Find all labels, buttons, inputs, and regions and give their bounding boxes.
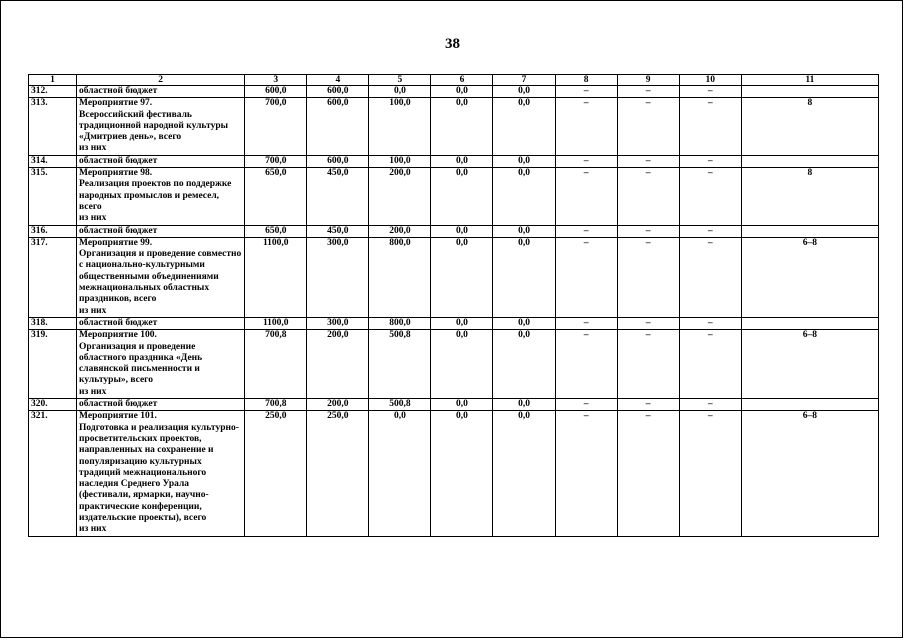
target-ref: 8 xyxy=(741,168,878,225)
value-col-10: – xyxy=(679,225,741,237)
row-number: 312. xyxy=(29,86,77,98)
value-col-4: 450,0 xyxy=(307,168,369,225)
value-col-5: 100,0 xyxy=(369,98,431,155)
value-col-8: – xyxy=(555,399,617,411)
column-header: 8 xyxy=(555,75,617,86)
column-header: 7 xyxy=(493,75,555,86)
value-col-5: 200,0 xyxy=(369,225,431,237)
value-col-7: 0,0 xyxy=(493,225,555,237)
target-ref: 6–8 xyxy=(741,330,878,399)
value-col-5: 100,0 xyxy=(369,155,431,167)
table-row xyxy=(29,98,879,155)
value-col-5: 500,8 xyxy=(369,330,431,399)
value-col-6: 0,0 xyxy=(431,411,493,536)
value-col-7: 0,0 xyxy=(493,317,555,329)
target-ref xyxy=(741,317,878,329)
column-header: 11 xyxy=(741,75,878,86)
table-row xyxy=(29,317,879,329)
column-header: 6 xyxy=(431,75,493,86)
value-col-7: 0,0 xyxy=(493,98,555,155)
value-col-4: 300,0 xyxy=(307,237,369,317)
item-name: Мероприятие 100. Организация и проведение областного праздника «День славянской письменности и культуры», всего из них xyxy=(77,330,245,399)
value-col-6: 0,0 xyxy=(431,86,493,98)
value-col-3: 600,0 xyxy=(245,86,307,98)
value-col-10: – xyxy=(679,317,741,329)
row-number: 316. xyxy=(29,225,77,237)
table-row xyxy=(29,86,879,98)
value-col-10: – xyxy=(679,330,741,399)
value-col-4: 200,0 xyxy=(307,330,369,399)
value-col-3: 250,0 xyxy=(245,411,307,536)
target-ref xyxy=(741,155,878,167)
value-col-9: – xyxy=(617,330,679,399)
row-number: 317. xyxy=(29,237,77,317)
column-header: 5 xyxy=(369,75,431,86)
column-header: 9 xyxy=(617,75,679,86)
value-col-10: – xyxy=(679,86,741,98)
row-number: 321. xyxy=(29,411,77,536)
value-col-4: 250,0 xyxy=(307,411,369,536)
value-col-8: – xyxy=(555,317,617,329)
value-col-4: 450,0 xyxy=(307,225,369,237)
value-col-4: 200,0 xyxy=(307,399,369,411)
target-ref: 6–8 xyxy=(741,237,878,317)
item-name: Мероприятие 97. Всероссийский фестиваль традиционной народной культуры «Дмитриев день», всего из них xyxy=(77,98,245,155)
value-col-5: 800,0 xyxy=(369,237,431,317)
value-col-5: 0,0 xyxy=(369,86,431,98)
column-header: 4 xyxy=(307,75,369,86)
item-name: областной бюджет xyxy=(77,225,245,237)
value-col-6: 0,0 xyxy=(431,225,493,237)
page-number: 38 xyxy=(445,36,460,52)
value-col-7: 0,0 xyxy=(493,411,555,536)
item-name: областной бюджет xyxy=(77,317,245,329)
value-col-7: 0,0 xyxy=(493,330,555,399)
table-row xyxy=(29,330,879,399)
value-col-6: 0,0 xyxy=(431,237,493,317)
column-header: 1 xyxy=(29,75,77,86)
value-col-6: 0,0 xyxy=(431,155,493,167)
value-col-7: 0,0 xyxy=(493,168,555,225)
target-ref xyxy=(741,86,878,98)
row-number: 319. xyxy=(29,330,77,399)
value-col-4: 300,0 xyxy=(307,317,369,329)
row-number: 314. xyxy=(29,155,77,167)
item-name: областной бюджет xyxy=(77,155,245,167)
header-row xyxy=(29,75,879,86)
value-col-4: 600,0 xyxy=(307,98,369,155)
target-ref: 6–8 xyxy=(741,411,878,536)
value-col-9: – xyxy=(617,411,679,536)
value-col-4: 600,0 xyxy=(307,86,369,98)
value-col-8: – xyxy=(555,86,617,98)
value-col-8: – xyxy=(555,155,617,167)
value-col-9: – xyxy=(617,98,679,155)
value-col-5: 500,8 xyxy=(369,399,431,411)
row-number: 315. xyxy=(29,168,77,225)
table-row xyxy=(29,411,879,536)
value-col-6: 0,0 xyxy=(431,399,493,411)
value-col-8: – xyxy=(555,237,617,317)
value-col-9: – xyxy=(617,225,679,237)
value-col-10: – xyxy=(679,168,741,225)
value-col-10: – xyxy=(679,399,741,411)
value-col-9: – xyxy=(617,237,679,317)
value-col-6: 0,0 xyxy=(431,168,493,225)
value-col-7: 0,0 xyxy=(493,86,555,98)
value-col-8: – xyxy=(555,330,617,399)
value-col-8: – xyxy=(555,411,617,536)
column-header: 10 xyxy=(679,75,741,86)
value-col-7: 0,0 xyxy=(493,237,555,317)
value-col-5: 200,0 xyxy=(369,168,431,225)
value-col-3: 650,0 xyxy=(245,168,307,225)
row-number: 320. xyxy=(29,399,77,411)
table-row xyxy=(29,399,879,411)
table-row xyxy=(29,155,879,167)
value-col-8: – xyxy=(555,98,617,155)
value-col-3: 700,0 xyxy=(245,155,307,167)
item-name: Мероприятие 98. Реализация проектов по поддержке народных промыслов и ремесел, всего из них xyxy=(77,168,245,225)
value-col-9: – xyxy=(617,86,679,98)
table-row xyxy=(29,237,879,317)
value-col-5: 800,0 xyxy=(369,317,431,329)
table-row xyxy=(29,168,879,225)
value-col-6: 0,0 xyxy=(431,330,493,399)
value-col-8: – xyxy=(555,168,617,225)
budget-table xyxy=(28,74,879,537)
value-col-6: 0,0 xyxy=(431,317,493,329)
value-col-3: 700,0 xyxy=(245,98,307,155)
value-col-10: – xyxy=(679,98,741,155)
value-col-6: 0,0 xyxy=(431,98,493,155)
value-col-9: – xyxy=(617,317,679,329)
column-header: 3 xyxy=(245,75,307,86)
value-col-3: 700,8 xyxy=(245,399,307,411)
value-col-5: 0,0 xyxy=(369,411,431,536)
row-number: 318. xyxy=(29,317,77,329)
item-name: Мероприятие 99. Организация и проведение совместно с национально-культурными общественными объединениями межнациональных областных праздников, всего из них xyxy=(77,237,245,317)
value-col-10: – xyxy=(679,237,741,317)
row-number: 313. xyxy=(29,98,77,155)
item-name: областной бюджет xyxy=(77,86,245,98)
value-col-8: – xyxy=(555,225,617,237)
value-col-7: 0,0 xyxy=(493,155,555,167)
item-name: областной бюджет xyxy=(77,399,245,411)
target-ref: 8 xyxy=(741,98,878,155)
value-col-10: – xyxy=(679,155,741,167)
value-col-9: – xyxy=(617,168,679,225)
column-header: 2 xyxy=(77,75,245,86)
value-col-3: 1100,0 xyxy=(245,237,307,317)
value-col-7: 0,0 xyxy=(493,399,555,411)
value-col-9: – xyxy=(617,399,679,411)
value-col-3: 1100,0 xyxy=(245,317,307,329)
value-col-10: – xyxy=(679,411,741,536)
target-ref xyxy=(741,399,878,411)
value-col-9: – xyxy=(617,155,679,167)
value-col-4: 600,0 xyxy=(307,155,369,167)
target-ref xyxy=(741,225,878,237)
value-col-3: 650,0 xyxy=(245,225,307,237)
item-name: Мероприятие 101. Подготовка и реализация культурно-просветительских проектов, направленных на сохранение и популяризацию культурных традиций межнационального наследия Среднего Урала (фестивали, ярмарки, научно-практические конференции, издательские проекты), всего из них xyxy=(77,411,245,536)
table-row xyxy=(29,225,879,237)
value-col-3: 700,8 xyxy=(245,330,307,399)
